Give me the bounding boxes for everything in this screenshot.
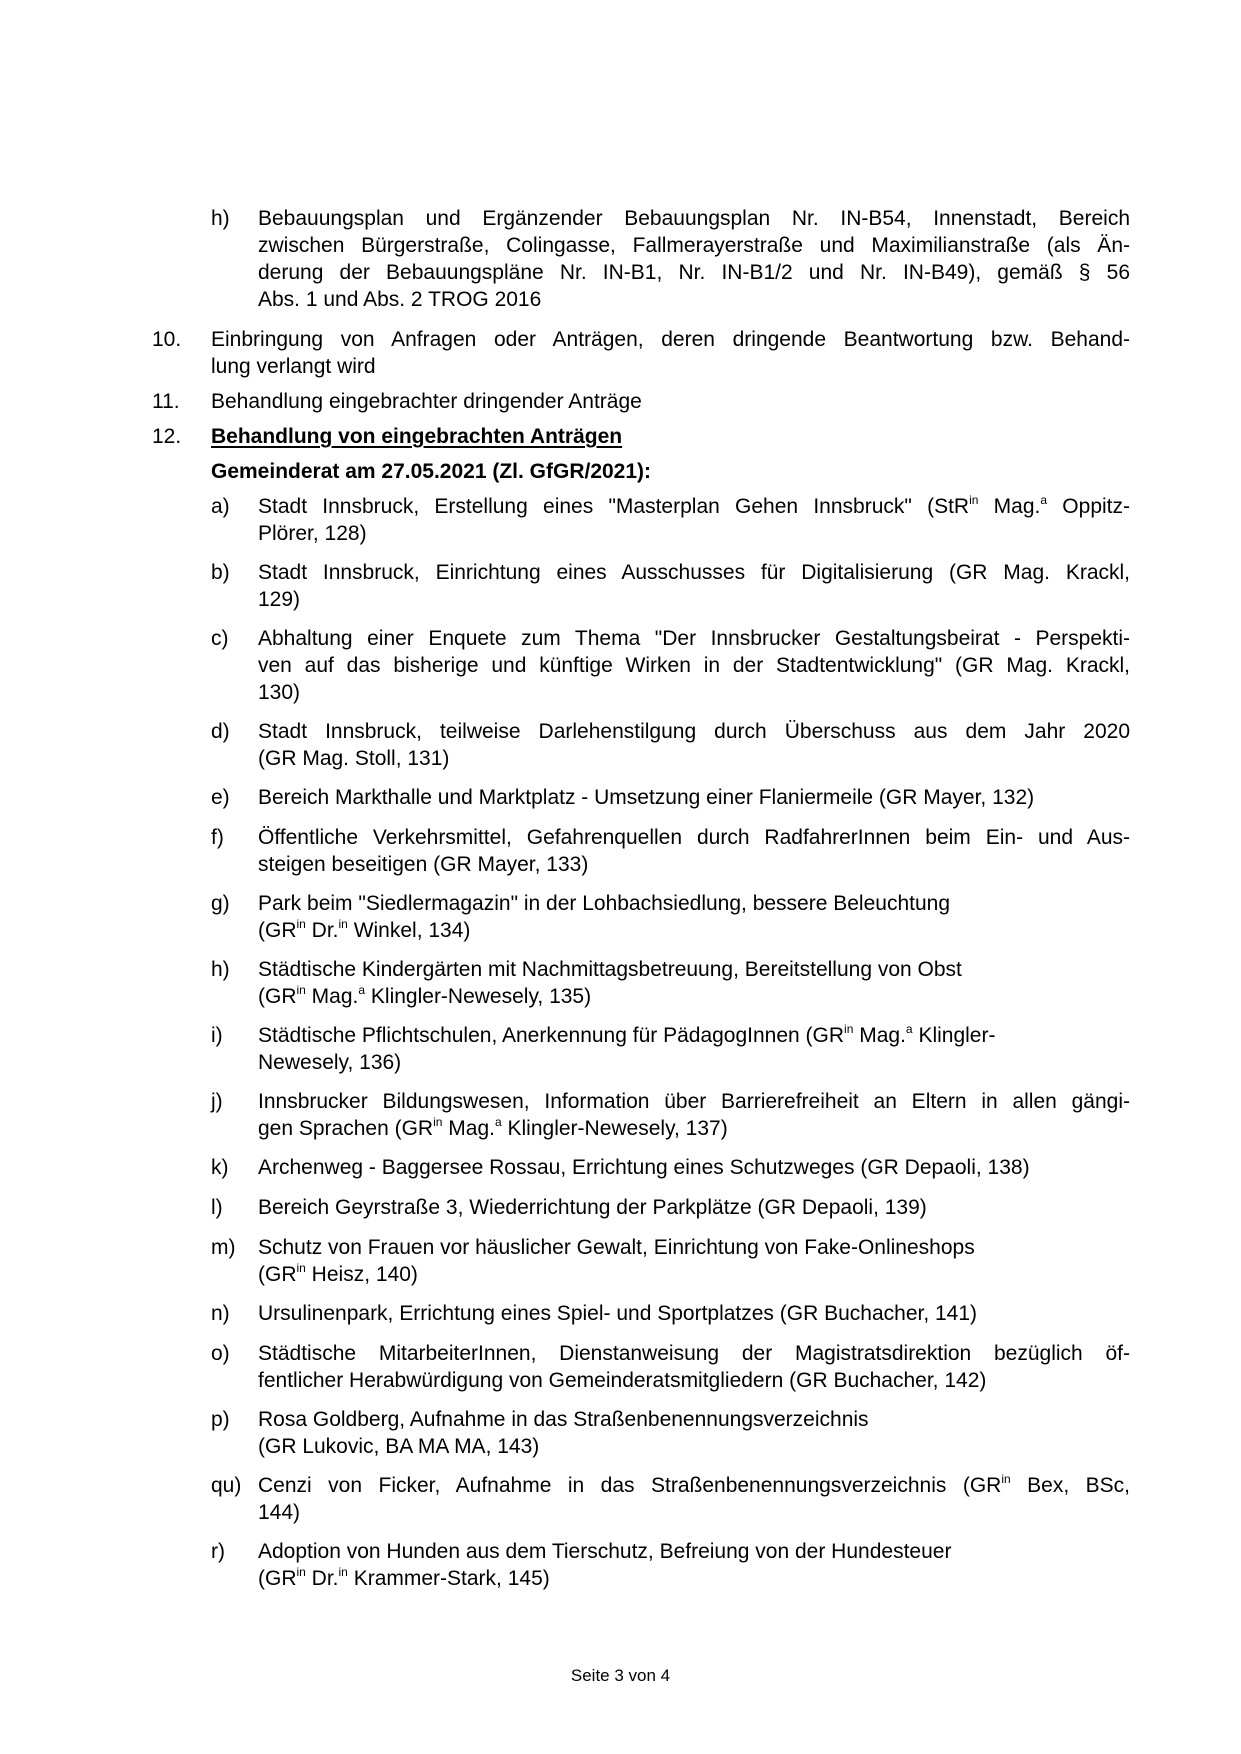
item-label: i)	[211, 1024, 223, 1047]
item-text: Cenzi von Ficker, Aufnahme in das Straßenbenennungsverzeichnis ($GR^{in}$ Bex, BSc, 144)	[258, 1472, 1130, 1524]
item-text: Bereich Geyrstraße 3, Wiederrichtung der Parkplätze (GR Depaoli, 139)	[258, 1196, 927, 1219]
item-label: d)	[211, 720, 230, 743]
item-label: h)	[211, 207, 230, 230]
item-text: Städtische Pflichtschulen, Anerkennung für PädagogInnen ($GR^{in}$ Mag.$^a$ Klingler- Newesely, 136)	[258, 1022, 996, 1074]
item-text: Ursulinenpark, Errichtung eines Spiel- und Sportplatzes (GR Buchacher, 141)	[258, 1302, 978, 1325]
item-text: Stadt Innsbruck, Einrichtung eines Ausschusses für Digitalisierung (GR Mag. Krackl, 129)	[258, 561, 1130, 611]
item-text: Park beim "Siedlermagazin" in der Lohbachsiedlung, bessere Beleuchtung ($GR^{in}$ Dr.$^{in}$ Winkel, 134)	[258, 892, 950, 942]
item-text: Stadt Innsbruck, teilweise Darlehenstilgung durch Überschuss aus dem Jahr 2020 (GR Mag. Stoll, 131)	[258, 720, 1130, 770]
item-label: n)	[211, 1302, 230, 1325]
item-label: e)	[211, 786, 230, 809]
item-label: m)	[211, 1236, 236, 1259]
item-label: qu)	[211, 1474, 242, 1497]
item-label: k)	[211, 1156, 229, 1179]
item-text: Öffentliche Verkehrsmittel, Gefahrenquellen durch RadfahrerInnen beim Ein- und Aus- steigen beseitigen (GR Mayer, 133)	[258, 826, 1130, 876]
item-label: r)	[211, 1540, 225, 1563]
item-label: o)	[211, 1342, 230, 1365]
item-text: Archenweg - Baggersee Rossau, Errichtung eines Schutzweges (GR Depaoli, 138)	[258, 1156, 1030, 1179]
item-text: Einbringung von Anfragen oder Anträgen, deren dringende Beantwortung bzw. Behand- lung verlangt wird	[211, 328, 1130, 378]
item-text: Bebauungsplan und Ergänzender Bebauungsplan Nr. IN-B54, Innenstadt, Bereich zwischen Bürgerstraße, Colingasse, Fallmerayerstraße und Maximilianstraße (als Än- derung der Bebauungspläne Nr. IN-B1, Nr. IN-B1/2 und Nr. IN-B49), gemäß § 56 Abs. 1 und Abs. 2 TROG 2016	[258, 207, 1130, 311]
page-footer: Seite 3 von 4	[570, 1666, 671, 1685]
item-label: g)	[211, 892, 230, 915]
item-text: Adoption von Hunden aus dem Tierschutz, Befreiung von der Hundesteuer ($GR^{in}$ Dr.$^{in}$ Krammer-Stark, 145)	[258, 1540, 952, 1590]
item-label: a)	[211, 495, 230, 518]
item-text: Städtische MitarbeiterInnen, Dienstanweisung der Magistratsdirektion bezüglich öf- fentlicher Herabwürdigung von Gemeinderatsmitgliedern (GR Buchacher, 142)	[258, 1342, 1130, 1392]
item-label: f)	[211, 826, 224, 849]
item-text: Abhaltung einer Enquete zum Thema "Der Innsbrucker Gestaltungsbeirat - Perspekti- ven auf das bisherige und künftige Wirken in der Stadtentwicklung" (GR Mag. Krackl, 130)	[258, 627, 1130, 704]
item-text: Schutz von Frauen vor häuslicher Gewalt, Einrichtung von Fake-Onlineshops ($GR^{in}$ Heisz, 140)	[258, 1236, 975, 1286]
item-label: h)	[211, 958, 230, 981]
item-text: Innsbrucker Bildungswesen, Information über Barrierefreiheit an Eltern in allen gängi- gen Sprachen ($GR^{in}$ Mag.$^a$ Klingler-Newesely, 137)	[258, 1090, 1130, 1140]
session-subheading: Gemeinderat am 27.05.2021 (Zl. GfGR/2021):	[211, 460, 652, 483]
item-text: Rosa Goldberg, Aufnahme in das Straßenbenennungsverzeichnis (GR Lukovic, BA MA MA, 143)	[258, 1408, 869, 1458]
item-label: c)	[211, 627, 229, 650]
item-text: Behandlung eingebrachter dringender Anträge	[211, 390, 642, 413]
item-label: b)	[211, 561, 230, 584]
item-text: Stadt Innsbruck, Erstellung eines "Masterplan Gehen Innsbruck" (StR$^{in}$ Mag.$^a$ Oppitz- Plörer, 128)	[258, 493, 1130, 545]
item-number: 12.	[152, 425, 182, 448]
section-heading: Behandlung von eingebrachten Anträgen	[211, 425, 623, 448]
item-number: 11.	[152, 390, 180, 413]
item-number: 10.	[152, 328, 182, 351]
item-text: Städtische Kindergärten mit Nachmittagsbetreuung, Bereitstellung von Obst ($GR^{in}$ Mag.$^a$ Klingler-Newesely, 135)	[258, 958, 962, 1008]
item-label: l)	[211, 1196, 223, 1219]
item-label: p)	[211, 1408, 230, 1431]
item-text: Bereich Markthalle und Marktplatz - Umsetzung einer Flaniermeile (GR Mayer, 132)	[258, 786, 1035, 809]
item-label: j)	[211, 1090, 223, 1113]
